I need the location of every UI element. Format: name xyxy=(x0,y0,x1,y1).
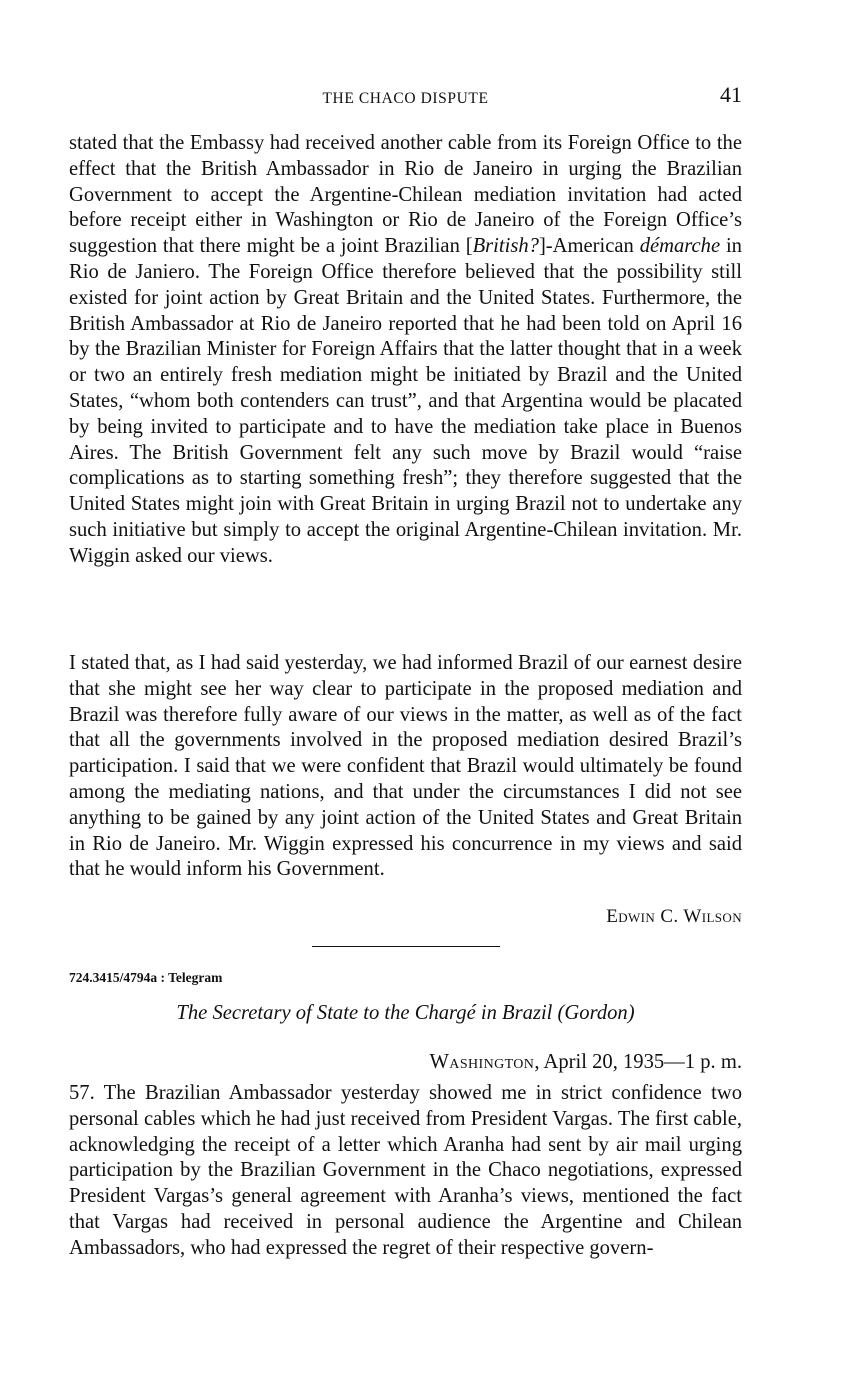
paragraph-1-text-c: in Rio de Janiero. The Foreign Office therefore believed that the possibility still existed for joint action by Great Britain and the United States. Furthermore, the British Ambassador at Rio de Janeiro reported that he had been told on April 16 by the Brazilian Minister for Foreign Affairs that the latter thought that in a week or two an entirely fresh mediation might be initiated by Brazil and the United States, “whom both contenders can trust”, and that Argentina would be placated by being invited to participate and to have the mediation take place in Buenos Aires. The British Government felt any such move by Brazil would “raise complications as to starting something fresh”; they therefore suggested that the United States might join with Great Britain in urging Brazil not to undertake any such initiative but simply to accept the original Argentine-Chilean invitation. Mr. Wiggin asked our views. xyxy=(69,235,742,567)
paragraph-2: I stated that, as I had said yesterday, we had informed Brazil of our earnest desire that she might see her way clear to participate in the proposed mediation and Brazil was therefore fully aware of our views in the matter, as well as of the fact that all the governments involved in the proposed mediation desired Brazil’s participation. I said that we were confident that Brazil would ultimately be found among the mediating nations, and that under the circumstances I did not see anything to be gained by any joint action of the United States and Great Britain in Rio de Janeiro. Mr. Wiggin expressed his concurrence in my views and said that he would inform his Government. xyxy=(69,652,742,881)
paragraph-2-block xyxy=(69,651,742,883)
paragraph-1-text-b: ]-American xyxy=(538,235,640,258)
paragraph-3: 57. The Brazilian Ambassador yesterday showed me in strict confidence two personal cables which he had just received from President Vargas. The first cable, acknowledging the receipt of a letter which Aranha had sent by air mail urging participation by the Brazilian Government in the Chaco negotiations, expressed President Vargas’s general agreement with Aranha’s views, mentioned the fact that Vargas had received in personal audience the Argentine and Chilean Ambassadors, who had expressed the regret of their respective govern- xyxy=(69,1082,742,1259)
dateline xyxy=(69,1049,742,1075)
document-title-close: ) xyxy=(627,1002,635,1024)
document-title-name: Gordon xyxy=(564,1002,628,1024)
dateline-place: Washington xyxy=(429,1051,535,1073)
paragraph-3-block xyxy=(69,1081,742,1262)
paragraph-1-block xyxy=(69,131,742,570)
paragraph-1-italic-demarche: démarche xyxy=(639,235,721,258)
document-title-text: The Secretary of State to the Chargé in Brazil ( xyxy=(176,1002,565,1024)
paragraph-1-text-a: stated that the Embassy had received another cable from its Foreign Office to the effect that the British Ambassador in Rio de Janeiro in urging the Brazilian Government to accept the Argentine-Chilean mediation invitation had acted before receipt either in Washington or Rio de Janeiro of the Foreign Office’s suggestion that there might be a joint Brazilian [ xyxy=(69,132,742,258)
page-number: 41 xyxy=(720,82,742,107)
dateline-date: , April 20, 1935—1 p. m. xyxy=(534,1051,742,1073)
page-header xyxy=(69,82,742,112)
running-head: THE CHACO DISPUTE xyxy=(322,90,489,107)
signature: Edwin C. Wilson xyxy=(606,906,742,927)
paragraph-1-italic-british: British? xyxy=(472,235,539,258)
section-divider xyxy=(312,946,500,947)
paragraph-1 xyxy=(69,131,742,570)
document-reference: 724.3415/4794a : Telegram xyxy=(69,970,223,985)
document-title xyxy=(69,1000,742,1026)
